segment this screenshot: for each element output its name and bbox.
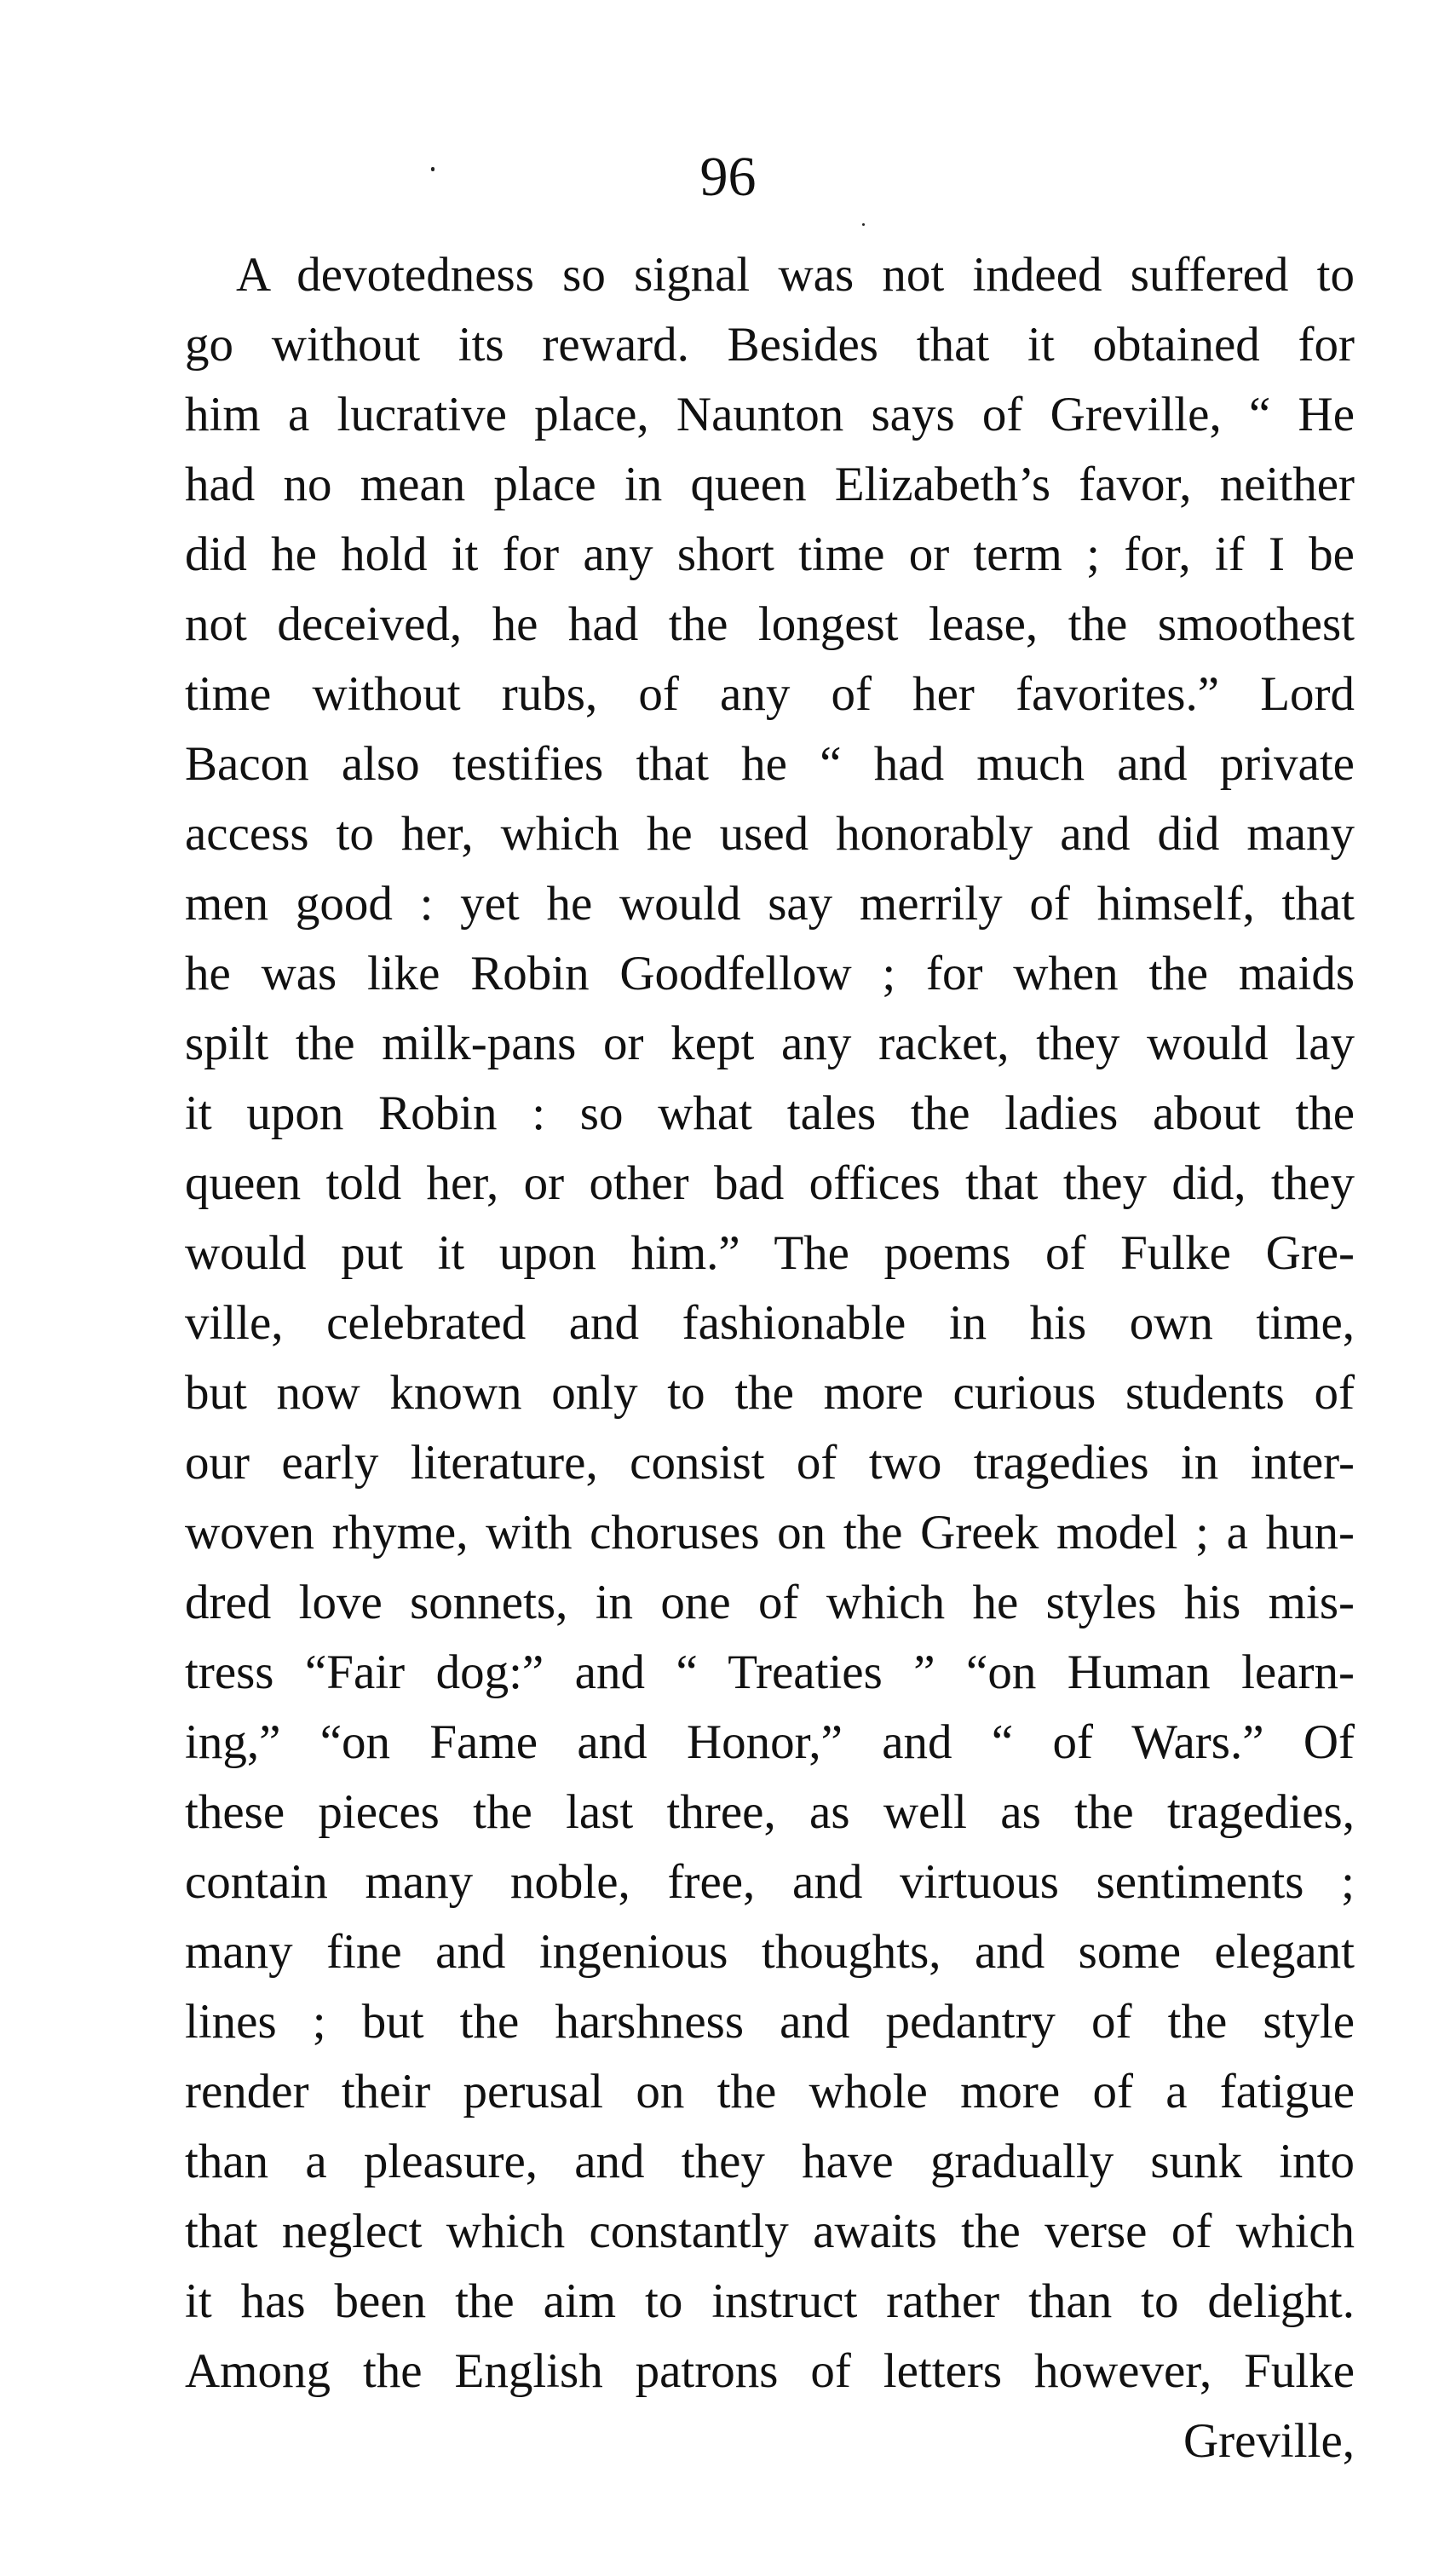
text-line: would put it upon him.” The poems of Fulke Gre- (185, 1226, 1355, 1280)
text-line: contain many noble, free, and virtuous sentiments ; (185, 1855, 1355, 1909)
text-line: Greville, (1183, 2414, 1355, 2468)
text-line: Among the English patrons of letters however, Fulke (185, 2344, 1355, 2398)
page-number: 96 (699, 146, 757, 208)
text-line: access to her, which he used honorably and did many (185, 807, 1355, 861)
text-line: woven rhyme, with choruses on the Greek model ; a hun- (185, 1506, 1355, 1559)
text-line: our early literature, consist of two tragedies in inter- (185, 1436, 1355, 1490)
text-line: it has been the aim to instruct rather than to delight. (185, 2274, 1355, 2328)
text-line: he was like Robin Goodfellow ; for when the maids (185, 947, 1355, 1000)
text-line: not deceived, he had the longest lease, the smoothest (185, 597, 1355, 651)
body-text (185, 240, 1355, 2476)
text-line: tress “Fair dog:” and “ Treaties ” “on Human learn- (185, 1646, 1355, 1699)
print-speck (862, 223, 865, 226)
text-line: lines ; but the harshness and pedantry of the style (185, 1995, 1355, 2049)
text-line: many fine and ingenious thoughts, and some elegant (185, 1925, 1355, 1979)
text-line: men good : yet he would say merrily of himself, that (185, 877, 1355, 931)
text-line: ing,” “on Fame and Honor,” and “ of Wars.” Of (185, 1715, 1355, 1769)
text-line: did he hold it for any short time or term ; for, if I be (185, 527, 1355, 581)
text-line: these pieces the last three, as well as the tragedies, (185, 1785, 1355, 1839)
text-line: go without its reward. Besides that it obtained for (185, 318, 1355, 372)
text-line: but now known only to the more curious students of (185, 1366, 1355, 1420)
text-line: him a lucrative place, Naunton says of Greville, “ He (185, 388, 1355, 441)
text-line: that neglect which constantly awaits the verse of which (185, 2205, 1355, 2258)
text-line: dred love sonnets, in one of which he styles his mis- (185, 1576, 1355, 1629)
text-line: A devotedness so signal was not indeed suffered to (236, 248, 1355, 302)
text-line: it upon Robin : so what tales the ladies about the (185, 1087, 1355, 1140)
text-line: spilt the milk-pans or kept any racket, they would lay (185, 1017, 1355, 1070)
text-line: queen told her, or other bad offices that they did, they (185, 1156, 1355, 1210)
text-line: than a pleasure, and they have gradually sunk into (185, 2135, 1355, 2188)
text-line: ville, celebrated and fashionable in his own time, (185, 1296, 1355, 1350)
text-line: render their perusal on the whole more of a fatigue (185, 2065, 1355, 2118)
text-line: Bacon also testifies that he “ had much and private (185, 737, 1355, 791)
text-line: had no mean place in queen Elizabeth’s favor, neither (185, 458, 1355, 511)
text-line: time without rubs, of any of her favorites.” Lord (185, 667, 1355, 721)
